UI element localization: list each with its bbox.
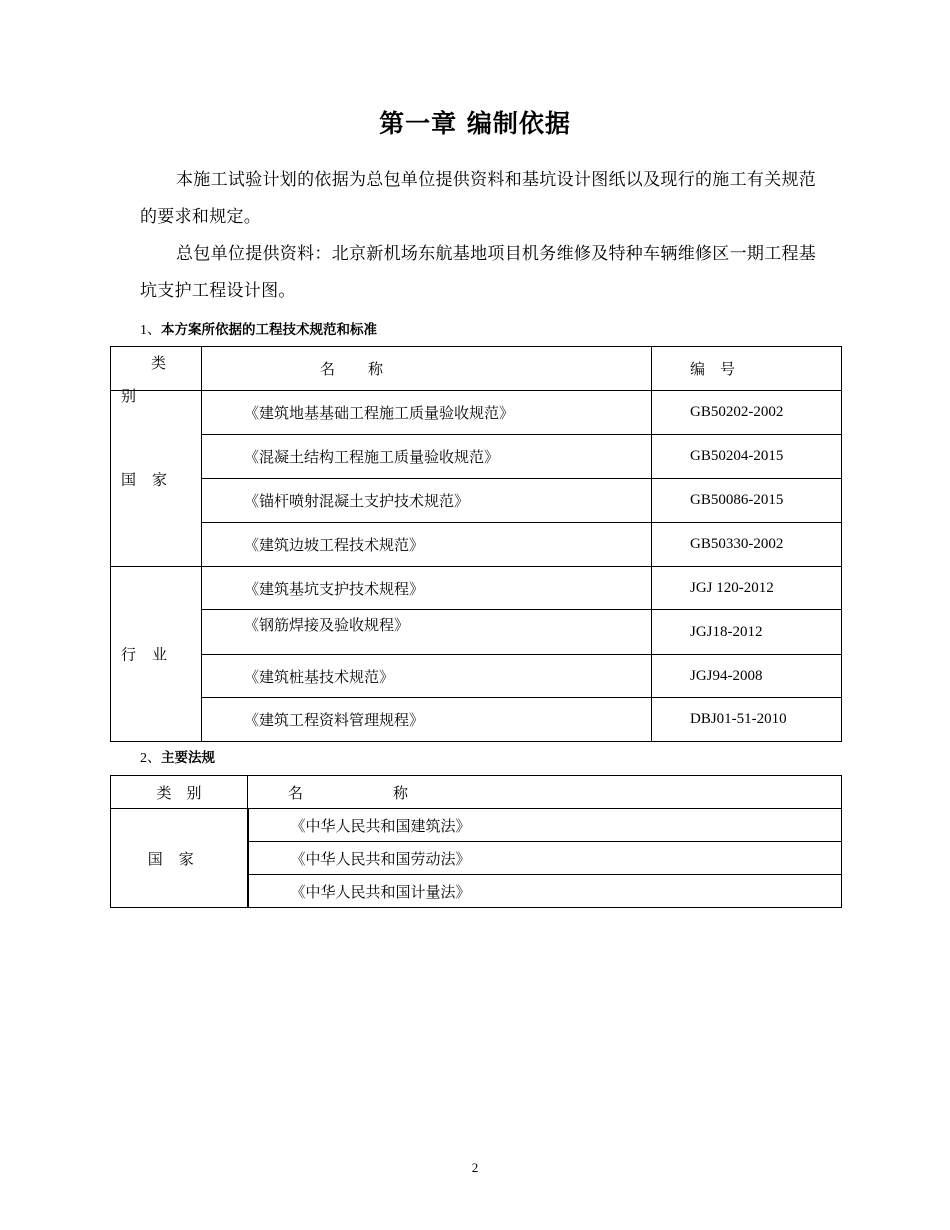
paragraph-basis: 本施工试验计划的依据为总包单位提供资料和基坑设计图纸以及现行的施工有关规范的要求和规定。 [140, 170, 817, 227]
standard-name: 《建筑工程资料管理规程》 [202, 698, 652, 742]
header-name: 名 称 [202, 347, 652, 391]
standards-table [110, 346, 842, 742]
category-national: 国家 [111, 809, 248, 908]
standard-code: JGJ94-2008 [652, 655, 842, 698]
section2-number: 2、 [140, 751, 161, 766]
table-row [111, 655, 842, 698]
table-row [111, 698, 842, 742]
standard-code: GB50086-2015 [652, 479, 842, 523]
section2-label: 主要法规 [161, 750, 215, 766]
section1-number: 1、 [140, 323, 161, 338]
section1-heading [140, 318, 377, 339]
standard-name: 《钢筋焊接及验收规程》 [202, 610, 652, 655]
category-national: 国家 [111, 391, 202, 567]
standard-name: 《锚杆喷射混凝土支护技术规范》 [202, 479, 652, 523]
law-name: 《中华人民共和国建筑法》 [248, 809, 842, 842]
header-category: 类 别 [111, 776, 248, 809]
paragraph-materials: 总包单位提供资料：北京新机场东航基地项目机务维修及特种车辆维修区一期工程基坑支护工程设计图。 [140, 244, 817, 301]
page-number: 2 [471, 1160, 479, 1175]
law-name: 《中华人民共和国计量法》 [248, 875, 842, 908]
table-header-row [111, 347, 842, 391]
standard-code: DBJ01-51-2010 [652, 698, 842, 742]
section1-label: 本方案所依据的工程技术规范和标准 [161, 322, 377, 338]
law-name: 《中华人民共和国劳动法》 [248, 842, 842, 875]
standard-name: 《建筑边坡工程技术规范》 [202, 523, 652, 567]
standard-code: GB50330-2002 [652, 523, 842, 567]
header-code: 编 号 [652, 347, 842, 391]
table-row [111, 523, 842, 567]
page-title: 第一章 编制依据 [379, 109, 571, 138]
table-row [111, 479, 842, 523]
table-row [111, 610, 842, 655]
standard-code: GB50202-2002 [652, 391, 842, 435]
standard-code: JGJ18-2012 [652, 610, 842, 655]
header-category: 类 别 [111, 347, 202, 391]
standard-code: GB50204-2015 [652, 435, 842, 479]
standard-code: JGJ 120-2012 [652, 567, 842, 610]
table-row [111, 435, 842, 479]
table-row [111, 809, 842, 842]
section2-heading [140, 746, 215, 767]
standard-name: 《建筑基坑支护技术规程》 [202, 567, 652, 610]
laws-table [110, 775, 842, 908]
category-industry: 行业 [111, 567, 202, 742]
table-row [111, 391, 842, 435]
standard-name: 《混凝土结构工程施工质量验收规范》 [202, 435, 652, 479]
table-header-row [111, 776, 842, 809]
header-name: 名 称 [248, 776, 842, 809]
table-row [111, 567, 842, 610]
standard-name: 《建筑桩基技术规范》 [202, 655, 652, 698]
standard-name: 《建筑地基基础工程施工质量验收规范》 [202, 391, 652, 435]
